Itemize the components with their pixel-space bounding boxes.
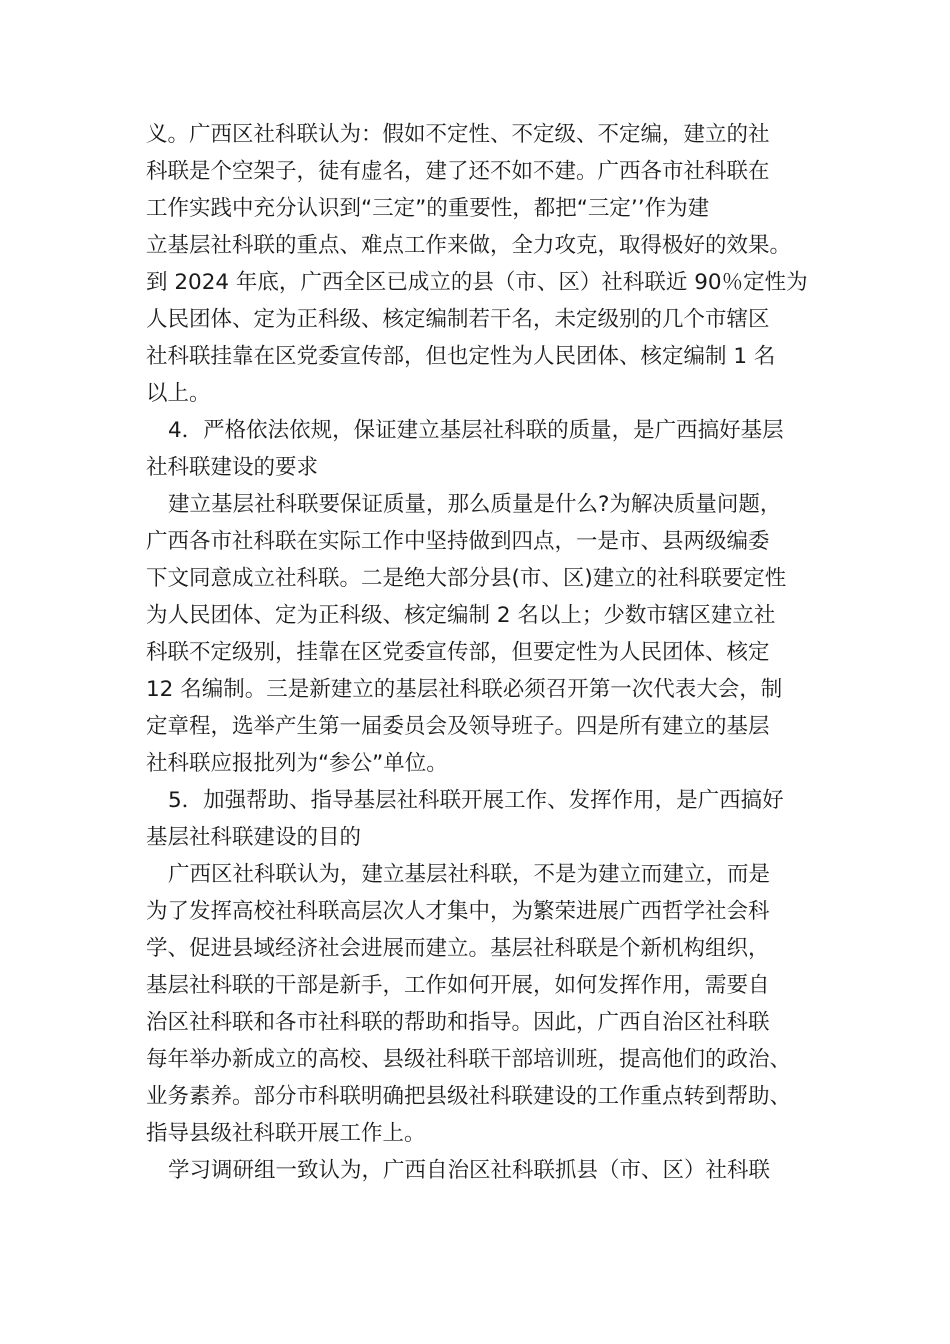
- section-heading-4: 4．严格依法依规，保证建立基层社科联的质量，是广西搞好基层: [168, 418, 784, 443]
- text-line: 立基层社科联的重点、难点工作来做，全力攻克，取得极好的效果。: [146, 233, 792, 258]
- text-line: 每年举办新成立的高校、县级社科联干部培训班，提高他们的政治、: [146, 1047, 792, 1072]
- text-line: 治区社科联和各市社科联的帮助和指导。因此，广西自治区社科联: [146, 1010, 770, 1035]
- text-line: 工作实践中充分认识到“三定”的重要性，都把“三定’’作为建: [146, 196, 710, 221]
- section-heading-4-cont: 社科联建设的要求: [146, 455, 319, 480]
- section-heading-5: 5．加强帮助、指导基层社科联开展工作、发挥作用，是广西搞好: [168, 788, 784, 813]
- text-line: 以上。: [146, 381, 211, 406]
- text-line: 为了发挥高校社科联高层次人才集中，为繁荣进展广西哲学社会科: [146, 899, 770, 924]
- text-line: 人民团体、定为正科级、核定编制若干名，未定级别的几个市辖区: [146, 307, 770, 332]
- text-line: 定章程，选举产生第一届委员会及领导班子。四是所有建立的基层: [146, 714, 770, 739]
- text-line: 业务素养。部分市科联明确把县级社科联建设的工作重点转到帮助、: [146, 1084, 792, 1109]
- paragraph-start: 建立基层社科联要保证质量，那么质量是什么?为解决质量问题，: [168, 492, 782, 517]
- body-text: [146, 116, 811, 1189]
- text-line: 为人民团体、定为正科级、核定编制 2 名以上；少数市辖区建立社: [146, 603, 776, 628]
- paragraph-start: 广西区社科联认为，建立基层社科联，不是为建立而建立，而是: [168, 862, 771, 887]
- text-line: 12 名编制。三是新建立的基层社科联必须召开第一次代表大会，制: [146, 677, 783, 702]
- text-line: 科联是个空架子，徒有虚名，建了还不如不建。广西各市社科联在: [146, 159, 770, 184]
- text-line: 下文同意成立社科联。二是绝大部分县(市、区)建立的社科联要定性: [146, 566, 787, 591]
- paragraph-start: 学习调研组一致认为，广西自治区社科联抓县（市、区）社科联: [168, 1158, 771, 1183]
- text-line: 广西各市社科联在实际工作中坚持做到四点，一是市、县两级编委: [146, 529, 770, 554]
- text-line: 科联不定级别，挂靠在区党委宣传部，但要定性为人民团体、核定: [146, 640, 770, 665]
- text-line: 义。广西区社科联认为：假如不定性、不定级、不定编，建立的社: [146, 122, 770, 147]
- text-line: 学、促进县域经济社会进展而建立。基层社科联是个新机构组织，: [146, 936, 770, 961]
- text-line: 指导县级社科联开展工作上。: [146, 1121, 426, 1146]
- text-line: 社科联应报批列为“参公”单位。: [146, 751, 448, 776]
- text-line: 社科联挂靠在区党委宣传部，但也定性为人民团体、核定编制 1 名: [146, 344, 776, 369]
- section-heading-5-cont: 基层社科联建设的目的: [146, 825, 362, 850]
- text-line: 到 2024 年底，广西全区已成立的县（市、区）社科联近 90％定性为: [146, 270, 808, 295]
- text-line: 基层社科联的干部是新手，工作如何开展，如何发挥作用，需要自: [146, 973, 770, 998]
